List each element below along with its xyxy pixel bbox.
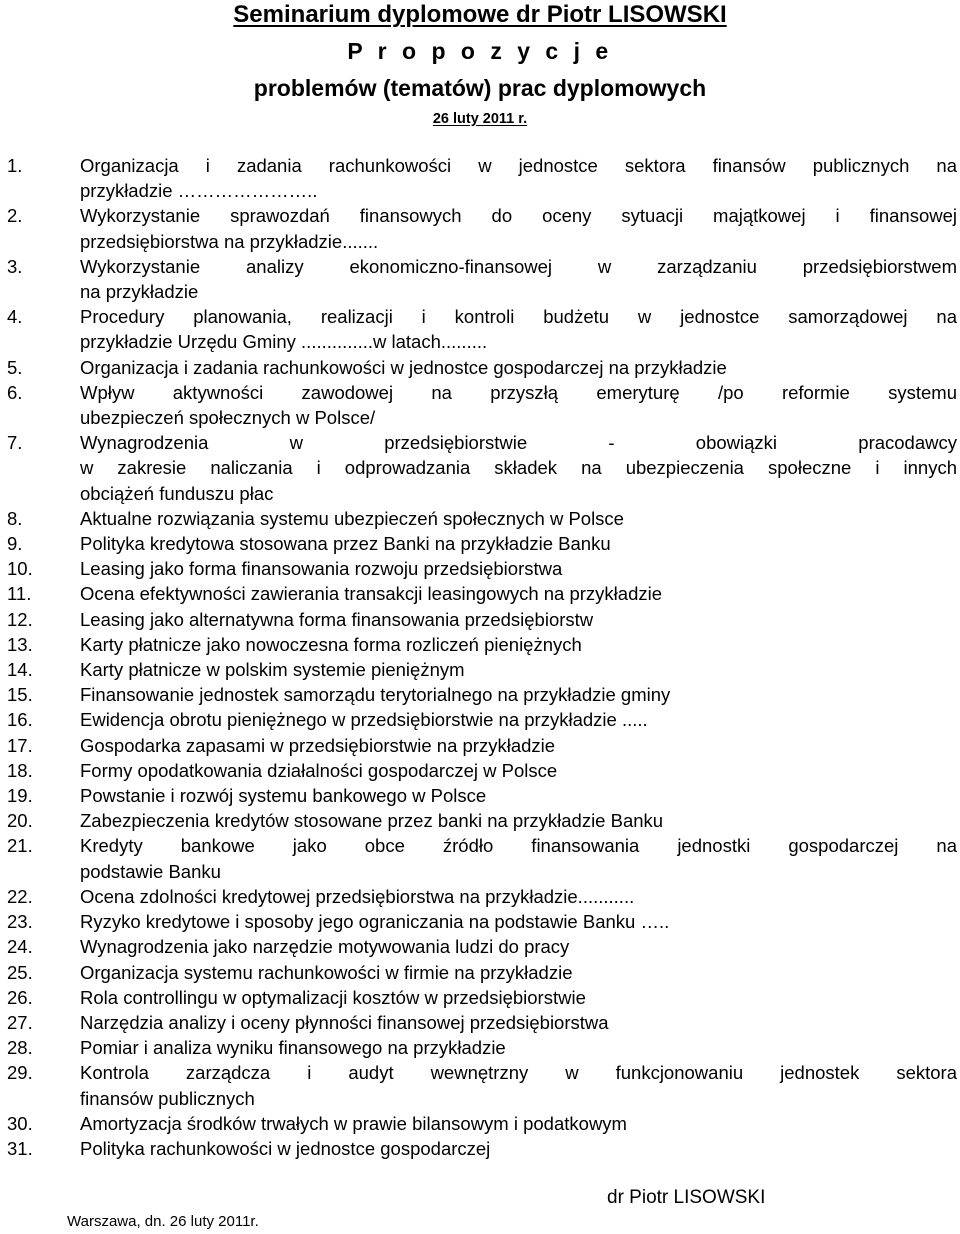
topic-number: 19.: [7, 785, 33, 807]
topic-item: [7, 1035, 957, 1060]
topic-line: podstawie Banku: [80, 860, 221, 882]
topic-item: [7, 506, 957, 531]
topic-text: [80, 380, 957, 430]
topic-text: [80, 682, 957, 707]
topic-text: [80, 909, 957, 934]
document-header: [0, 0, 960, 127]
topic-number: 24.: [7, 936, 33, 958]
topic-item: [7, 203, 957, 253]
topic-number: 4.: [7, 306, 23, 328]
topic-line: Karty płatnicze w polskim systemie pieniężnym: [80, 659, 465, 681]
topic-line: Wynagrodzenia jako narzędzie motywowania ludzi do pracy: [80, 936, 570, 958]
topic-line: przykładzie Urzędu Gminy ..............w latach.........: [80, 331, 488, 353]
topic-text: [80, 153, 957, 203]
topic-line: na przykładzie: [80, 281, 199, 303]
topic-item: [7, 1111, 957, 1136]
topic-line: przykładzie …………………..: [80, 180, 318, 202]
topic-text: [80, 1136, 957, 1161]
topic-line: Ocena efektywności zawierania transakcji leasingowych na przykładzie: [80, 583, 663, 605]
topic-number: 22.: [7, 885, 33, 907]
topic-text: [80, 1010, 957, 1035]
topic-text: [80, 1035, 957, 1060]
topic-line: Kontrola zarządcza i audyt wewnętrzny w funkcjonowaniu jednostek sektora: [80, 1062, 957, 1084]
document-date: 26 luty 2011 r.: [432, 111, 528, 127]
topic-line: finansów publicznych: [80, 1087, 255, 1109]
topic-item: [7, 153, 957, 203]
topic-line: Amortyzacja środków trwałych w prawie bilansowym i podatkowym: [80, 1112, 627, 1134]
topic-line: Ocena zdolności kredytowej przedsiębiorstwa na przykładzie...........: [80, 885, 635, 907]
topics-list: [7, 153, 957, 1161]
topic-number: 8.: [7, 507, 23, 529]
topic-text: [80, 758, 957, 783]
topic-item: [7, 1060, 957, 1110]
topic-number: 20.: [7, 810, 33, 832]
topic-line: Kredyty bankowe jako obce źródło finansowania jednostki gospodarczej na: [80, 835, 957, 857]
topic-line: Polityka kredytowa stosowana przez Banki na przykładzie Banku: [80, 533, 611, 555]
topic-item: [7, 607, 957, 632]
topic-line: Organizacja i zadania rachunkowości w jednostce sektora finansów publicznych na: [80, 155, 957, 176]
topic-text: [80, 607, 957, 632]
topic-line: Organizacja i zadania rachunkowości w jednostce gospodarczej na przykładzie: [80, 356, 727, 378]
topic-text: [80, 581, 957, 606]
topic-number: 21.: [7, 835, 33, 857]
topic-item: [7, 1010, 957, 1035]
topic-number: 16.: [7, 709, 33, 731]
topic-number: 17.: [7, 734, 33, 756]
topic-item: [7, 581, 957, 606]
topic-line: Gospodarka zapasami w przedsiębiorstwie na przykładzie: [80, 734, 556, 756]
topic-number: 26.: [7, 986, 33, 1008]
topic-text: [80, 985, 957, 1010]
topic-line: Formy opodatkowania działalności gospodarczej w Polsce: [80, 759, 558, 781]
topic-text: [80, 430, 957, 506]
topic-item: [7, 304, 957, 354]
topic-item: [7, 909, 957, 934]
topic-text: [80, 808, 957, 833]
topic-item: [7, 430, 957, 506]
topic-item: [7, 833, 957, 883]
topic-item: [7, 960, 957, 985]
topic-item: [7, 808, 957, 833]
topic-text: [80, 707, 957, 732]
topic-item: [7, 934, 957, 959]
topic-number: 13.: [7, 633, 33, 655]
topic-text: [80, 556, 957, 581]
topic-number: 6.: [7, 381, 23, 403]
topic-number: 5.: [7, 356, 23, 378]
topic-line: Leasing jako alternatywna forma finansowania przedsiębiorstw: [80, 608, 594, 630]
topic-text: [80, 506, 957, 531]
topic-text: [80, 531, 957, 556]
topic-line: Pomiar i analiza wyniku finansowego na przykładzie: [80, 1037, 506, 1059]
topic-text: [80, 733, 957, 758]
document-subtitle: P r o p o z y c j e: [347, 38, 613, 64]
document-title: Seminarium dyplomowe dr Piotr LISOWSKI: [233, 1, 727, 28]
topic-item: [7, 531, 957, 556]
topic-line: obciążeń funduszu płac: [80, 482, 274, 504]
topic-line: Rola controllingu w optymalizacji kosztów w przedsiębiorstwie: [80, 986, 586, 1008]
topic-line: Wykorzystanie sprawozdań finansowych do oceny sytuacji majątkowej i finansowej: [80, 205, 957, 227]
topic-number: 10.: [7, 558, 33, 580]
topic-line: Aktualne rozwiązania systemu ubezpieczeń społecznych w Polsce: [80, 507, 624, 529]
document-subtitle-topics: problemów (tematów) prac dyplomowych: [253, 75, 707, 101]
topic-number: 2.: [7, 205, 23, 227]
topic-item: [7, 1136, 957, 1161]
topic-line: Karty płatnicze jako nowoczesna forma rozliczeń pieniężnych: [80, 633, 582, 655]
place-and-date: Warszawa, dn. 26 luty 2011r.: [67, 1213, 259, 1230]
topic-line: Wykorzystanie analizy ekonomiczno-finansowej w zarządzaniu przedsiębiorstwem: [80, 255, 957, 277]
topic-text: [80, 632, 957, 657]
signature: dr Piotr LISOWSKI: [607, 1187, 766, 1208]
topic-line: Polityka rachunkowości w jednostce gospodarczej: [80, 1137, 491, 1159]
topic-line: ubezpieczeń społecznych w Polsce/: [80, 407, 376, 429]
topic-line: Ryzyko kredytowe i sposoby jego ograniczania na podstawie Banku …..: [80, 911, 670, 933]
topic-number: 27.: [7, 1011, 33, 1033]
topic-text: [80, 304, 957, 354]
topic-text: [80, 203, 957, 253]
topic-number: 23.: [7, 911, 33, 933]
topic-item: [7, 632, 957, 657]
topic-item: [7, 556, 957, 581]
topic-number: 30.: [7, 1112, 33, 1134]
topic-text: [80, 884, 957, 909]
topic-line: Powstanie i rozwój systemu bankowego w Polsce: [80, 785, 487, 807]
topic-number: 15.: [7, 684, 33, 706]
topic-text: [80, 833, 957, 883]
topic-number: 3.: [7, 255, 23, 277]
topic-number: 18.: [7, 759, 33, 781]
topic-number: 14.: [7, 659, 33, 681]
topic-item: [7, 355, 957, 380]
topic-number: 9.: [7, 533, 23, 555]
topic-item: [7, 985, 957, 1010]
topic-number: 12.: [7, 608, 33, 630]
topic-item: [7, 733, 957, 758]
topic-item: [7, 254, 957, 304]
topic-line: przedsiębiorstwa na przykładzie.......: [80, 230, 379, 252]
topic-text: [80, 934, 957, 959]
topic-number: 28.: [7, 1037, 33, 1059]
topic-text: [80, 783, 957, 808]
topic-line: Leasing jako forma finansowania rozwoju przedsiębiorstwa: [80, 558, 563, 580]
topic-line: Procedury planowania, realizacji i kontroli budżetu w jednostce samorządowej na: [80, 306, 957, 328]
topic-number: 1.: [7, 155, 23, 176]
topic-item: [7, 657, 957, 682]
topic-text: [80, 1111, 957, 1136]
topic-item: [7, 707, 957, 732]
topic-line: Narzędzia analizy i oceny płynności finansowej przedsiębiorstwa: [80, 1011, 609, 1033]
topic-item: [7, 884, 957, 909]
topic-item: [7, 783, 957, 808]
topic-text: [80, 960, 957, 985]
topic-number: 25.: [7, 961, 33, 983]
topic-line: Ewidencja obrotu pieniężnego w przedsiębiorstwie na przykładzie .....: [80, 709, 648, 731]
topic-text: [80, 1060, 957, 1110]
topic-line: w zakresie naliczania i odprowadzania składek na ubezpieczenia społeczne i innych: [80, 457, 957, 479]
topic-number: 29.: [7, 1062, 33, 1084]
topic-text: [80, 657, 957, 682]
topic-line: Organizacja systemu rachunkowości w firmie na przykładzie: [80, 961, 573, 983]
topic-line: Zabezpieczenia kredytów stosowane przez banki na przykładzie Banku: [80, 810, 664, 832]
topic-text: [80, 254, 957, 304]
topic-number: 11.: [7, 583, 32, 605]
topic-line: Wynagrodzenia w przedsiębiorstwie - obowiązki pracodawcy: [80, 432, 957, 454]
topic-item: [7, 682, 957, 707]
topic-line: Wpływ aktywności zawodowej na przyszłą emeryturę /po reformie systemu: [80, 381, 957, 403]
topic-number: 7.: [7, 432, 23, 454]
topic-item: [7, 758, 957, 783]
topic-line: Finansowanie jednostek samorządu terytorialnego na przykładzie gminy: [80, 684, 671, 706]
topic-text: [80, 355, 957, 380]
topic-item: [7, 380, 957, 430]
topic-number: 31.: [7, 1137, 33, 1159]
